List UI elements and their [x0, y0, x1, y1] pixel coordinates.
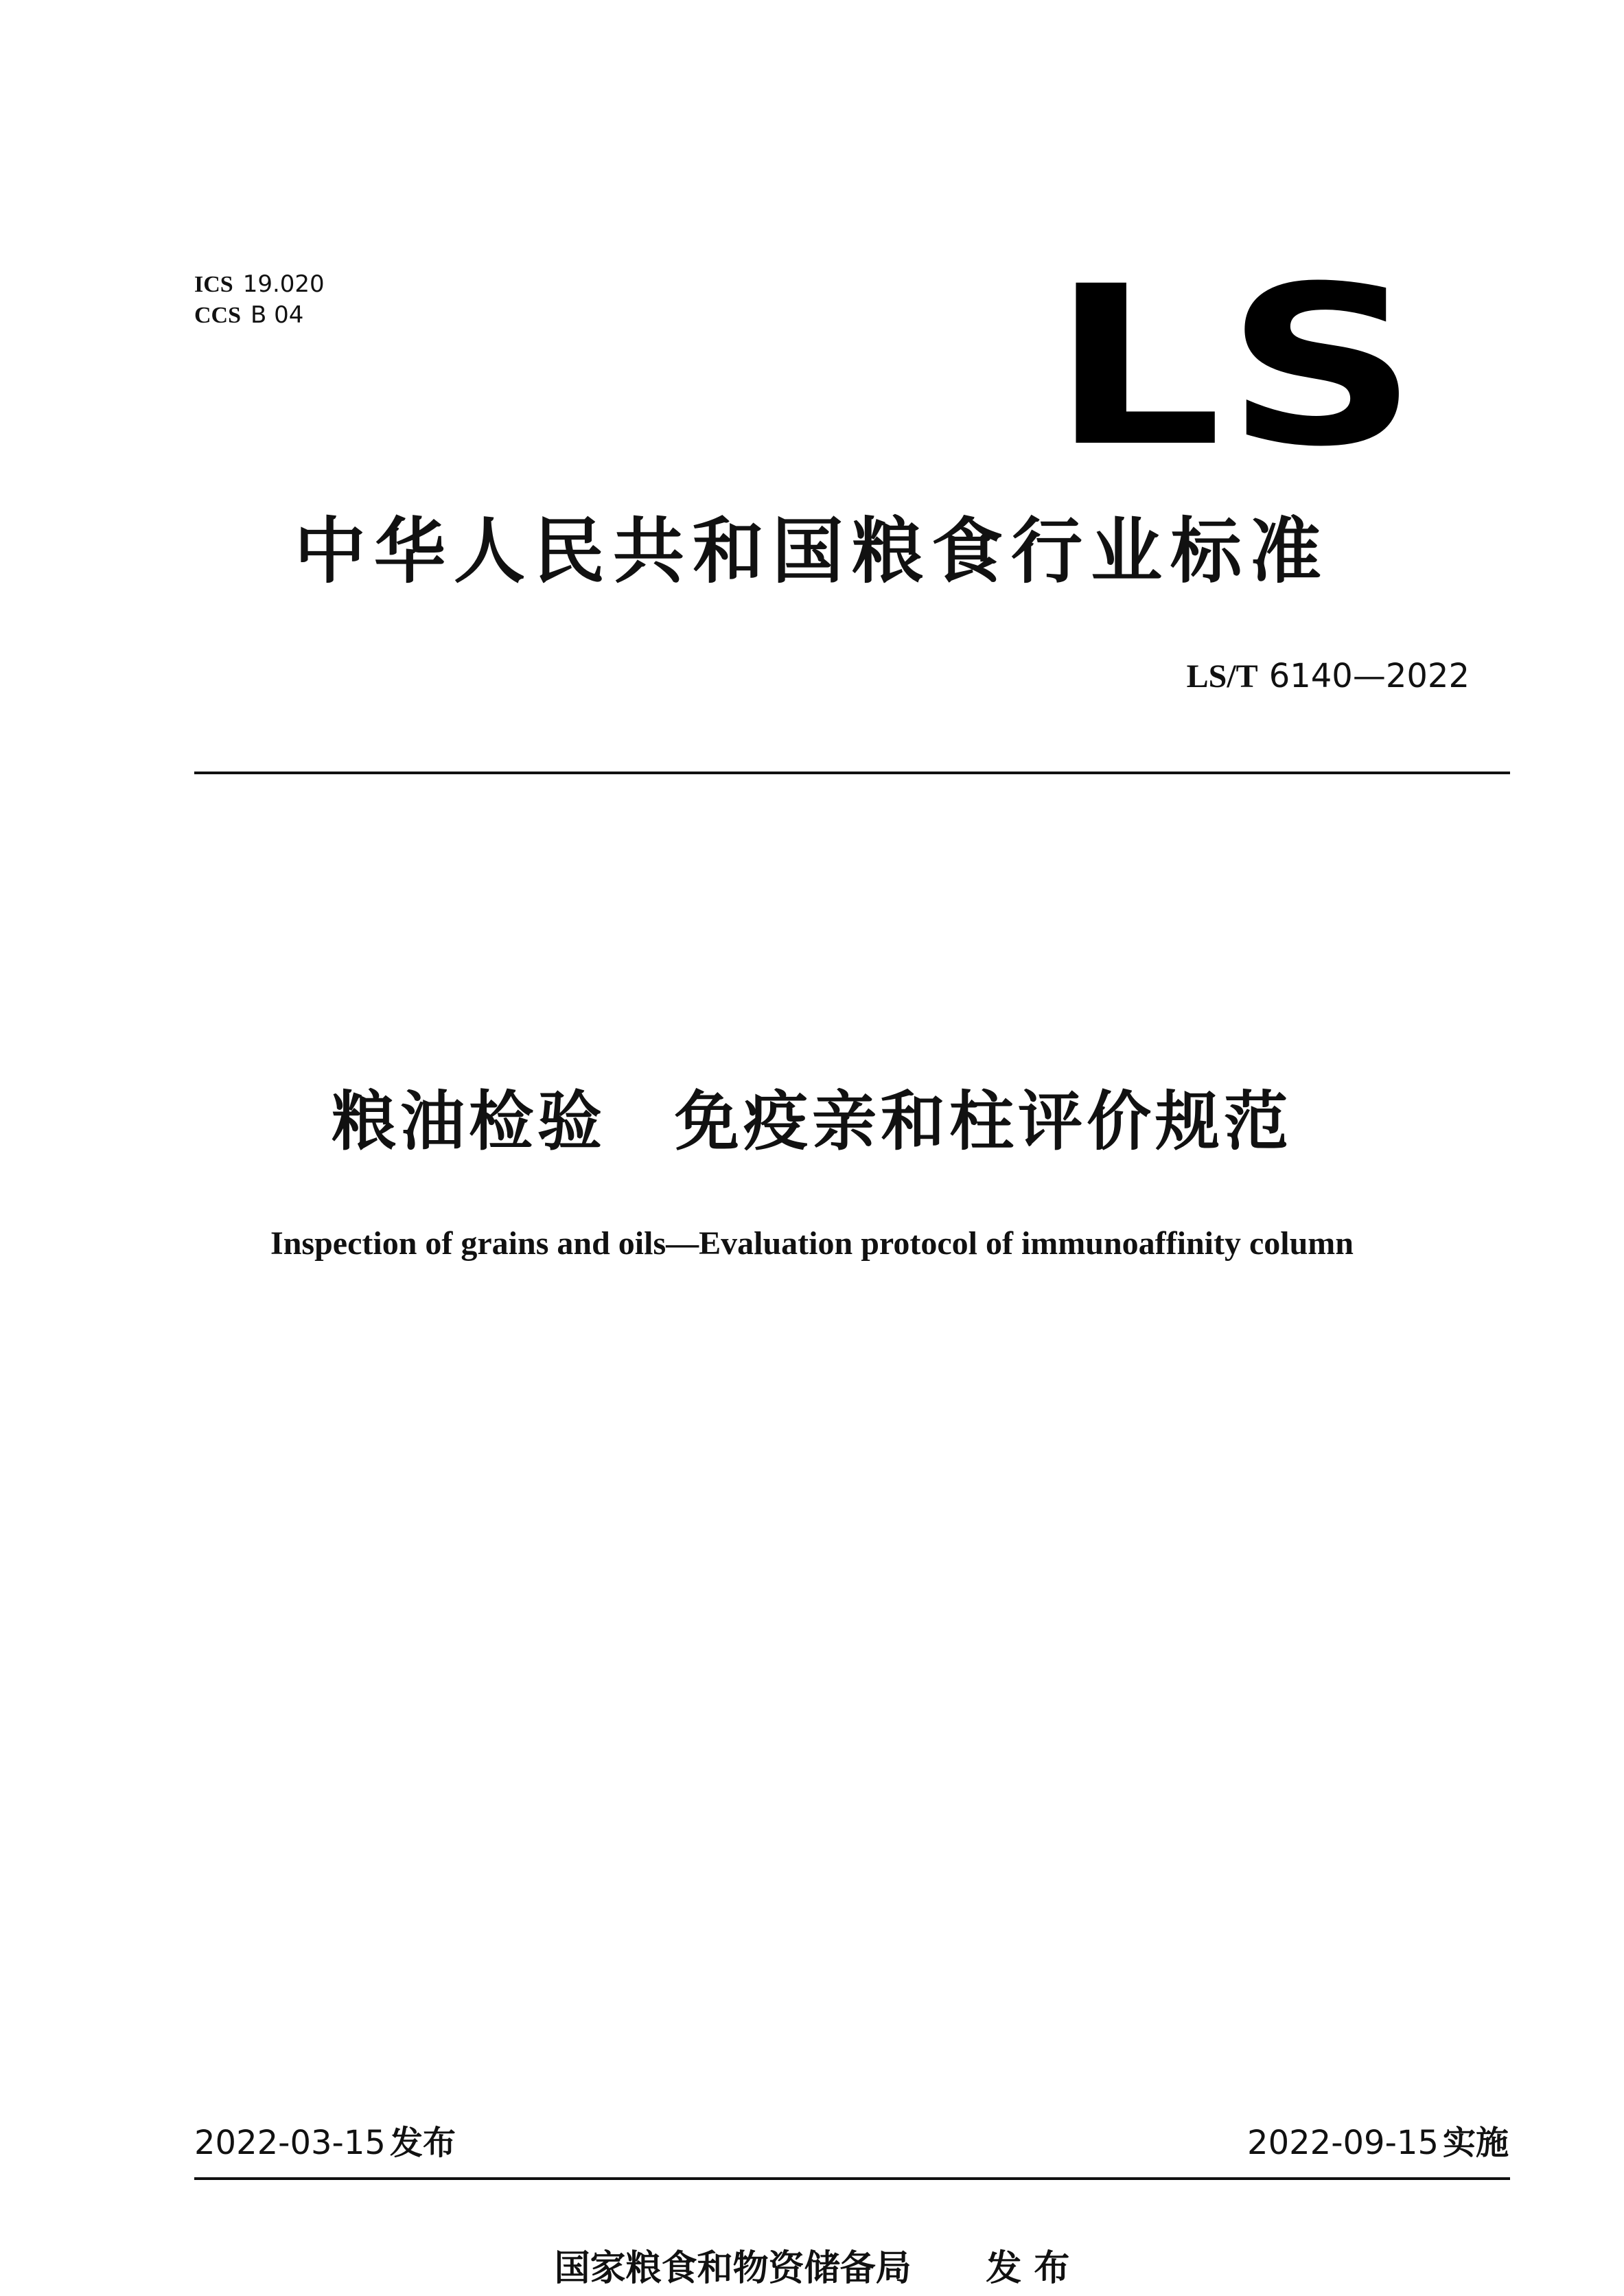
- issuer-name: 国家粮食和物资储备局: [554, 2248, 912, 2289]
- standard-number-prefix: LS/T: [1186, 658, 1258, 695]
- ccs-value: B 04: [251, 301, 304, 329]
- release-date: [194, 2122, 456, 2164]
- issuer-line: [0, 2245, 1624, 2293]
- bottom-divider: [194, 2177, 1510, 2180]
- issuer-action: 发 布: [986, 2248, 1070, 2289]
- implementation-date-label: 实施: [1442, 2124, 1509, 2162]
- ics-value: 19.020: [242, 270, 325, 298]
- ics-label: ICS: [194, 272, 233, 297]
- document-title-zh: 粮油检验 免疫亲和柱评价规范: [331, 1085, 1292, 1159]
- release-date-label: 发布: [389, 2124, 456, 2162]
- ccs-line: [194, 300, 325, 331]
- document-title-en: Inspection of grains and oils—Evaluation protocol of immunoaffinity column: [270, 1225, 1354, 1262]
- implementation-date: [1247, 2122, 1509, 2164]
- release-date-value: 2022-03-15: [194, 2124, 386, 2162]
- classification-codes: [194, 269, 325, 331]
- cover-title: 中华人民共和国粮食行业标准: [294, 509, 1330, 593]
- ics-line: [194, 269, 325, 300]
- ls-logo: LS: [1051, 240, 1422, 495]
- ccs-label: CCS: [194, 303, 242, 328]
- implementation-date-value: 2022-09-15: [1247, 2124, 1439, 2162]
- standard-number-value: 6140—2022: [1268, 657, 1470, 695]
- top-divider: [194, 772, 1510, 774]
- standard-number: [1187, 656, 1470, 697]
